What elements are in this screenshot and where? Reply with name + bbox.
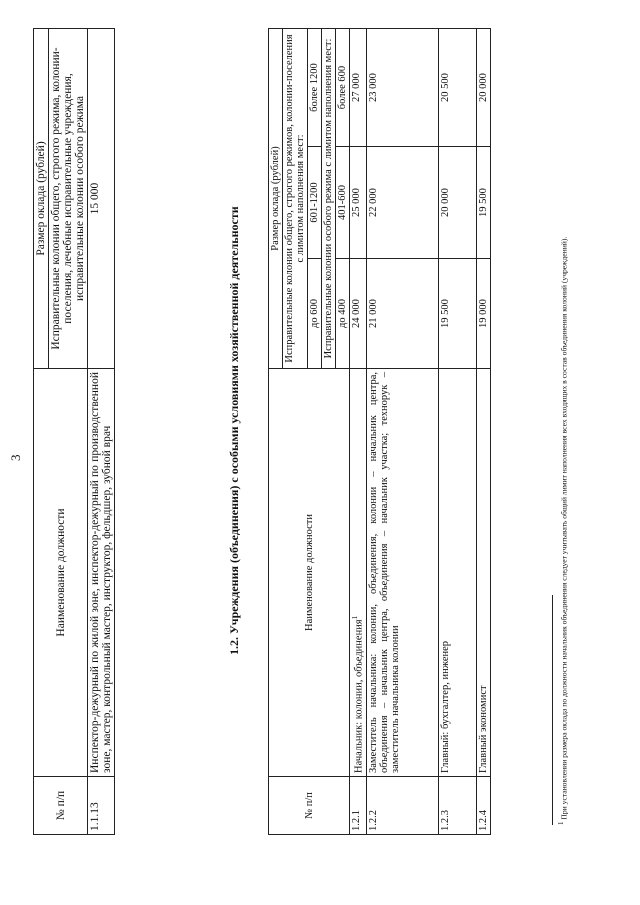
t2-group2-col: более 600 bbox=[336, 29, 350, 147]
t2-row-position: Заместитель начальника: колонии, объединения, колонии – начальник центра, объединения – начальник центра, объединения – начальник участка; технорук – заместитель начальника колонии bbox=[366, 369, 438, 777]
t2-group1-header: Исправительные колонии общего, строгого режимов, колонии-поселения с лимитом наполнения мест: bbox=[283, 29, 308, 369]
footnote-text: При установлении размера оклада по должности начальник объединения следует учитывать общий лимит наполнения всех входящих в состав объединения колоний (учреждений). bbox=[559, 236, 569, 820]
t2-row-value: 22 000 bbox=[366, 147, 438, 259]
table-row bbox=[88, 29, 115, 835]
t2-row-value: 19 000 bbox=[476, 259, 490, 369]
t2-row-position: Главный экономист bbox=[476, 369, 490, 777]
footnote bbox=[557, 237, 569, 825]
t1-row-salary: 15 000 bbox=[88, 29, 115, 369]
t2-position-header: Наименование должности bbox=[269, 369, 350, 777]
table-row bbox=[350, 29, 367, 835]
page-number: 3 bbox=[8, 454, 23, 461]
t2-row-value: 19 500 bbox=[476, 147, 490, 259]
t2-row-value: 21 000 bbox=[366, 259, 438, 369]
t2-group1-col: до 600 bbox=[308, 259, 322, 369]
table-row bbox=[438, 29, 476, 835]
t1-salary-subheader: Исправительные колонии общего, строгого режима, колонии-поселения, лечебные исправительные учреждения, исправительные колонии особого режима bbox=[49, 29, 88, 369]
t1-row-position: Инспектор-дежурный по жилой зоне, инспектор-дежурный по производственной зоне, мастер, контрольный мастер, инструктор, фельдшер, зубной врач bbox=[88, 369, 115, 777]
t2-row-value: 20 000 bbox=[438, 147, 476, 259]
t2-row-num: 1.2.1 bbox=[350, 777, 367, 835]
t2-row-value: 24 000 bbox=[350, 259, 367, 369]
t2-group1-col: более 1200 bbox=[308, 29, 322, 147]
t2-row-value: 19 500 bbox=[438, 259, 476, 369]
footnote-mark: 1 bbox=[557, 821, 565, 825]
t2-row-position: Главный: бухгалтер, инженер bbox=[438, 369, 476, 777]
section-title: 1.2. Учреждения (объединения) с особыми условиями хозяйственной деятельности bbox=[227, 206, 241, 655]
footnote-divider bbox=[552, 595, 553, 825]
t2-row-value: 20 500 bbox=[438, 29, 476, 147]
t2-row-position-text: Начальник: колонии, объединения bbox=[353, 619, 365, 773]
t2-group2-header: Исправительные колонии особого режима с лимитом наполнения мест: bbox=[322, 29, 336, 369]
t2-row-value: 23 000 bbox=[366, 29, 438, 147]
t1-row-num: 1.1.13 bbox=[88, 777, 115, 835]
t2-row-value: 27 000 bbox=[350, 29, 367, 147]
t2-group2-col: до 400 bbox=[336, 259, 350, 369]
salary-table-1 bbox=[33, 28, 115, 835]
t2-row-num: 1.2.2 bbox=[366, 777, 438, 835]
t2-row-value: 20 000 bbox=[476, 29, 490, 147]
t1-position-header: Наименование должности bbox=[34, 369, 88, 777]
table-row bbox=[476, 29, 490, 835]
t2-group2-col: 401-600 bbox=[336, 147, 350, 259]
t1-salary-header: Размер оклада (рублей) bbox=[34, 29, 49, 369]
t2-salary-header: Размер оклада (рублей) bbox=[269, 29, 283, 369]
t1-num-header: № п/п bbox=[34, 777, 88, 835]
footnote-ref: 1 bbox=[351, 615, 359, 620]
t2-num-header: № п/п bbox=[269, 777, 350, 835]
t2-row-value: 25 000 bbox=[350, 147, 367, 259]
t2-group1-col: 601-1200 bbox=[308, 147, 322, 259]
salary-table-2 bbox=[268, 28, 491, 835]
t2-row-num: 1.2.4 bbox=[476, 777, 490, 835]
table-row bbox=[366, 29, 438, 835]
t2-row-num: 1.2.3 bbox=[438, 777, 476, 835]
t2-row-position bbox=[350, 369, 367, 777]
